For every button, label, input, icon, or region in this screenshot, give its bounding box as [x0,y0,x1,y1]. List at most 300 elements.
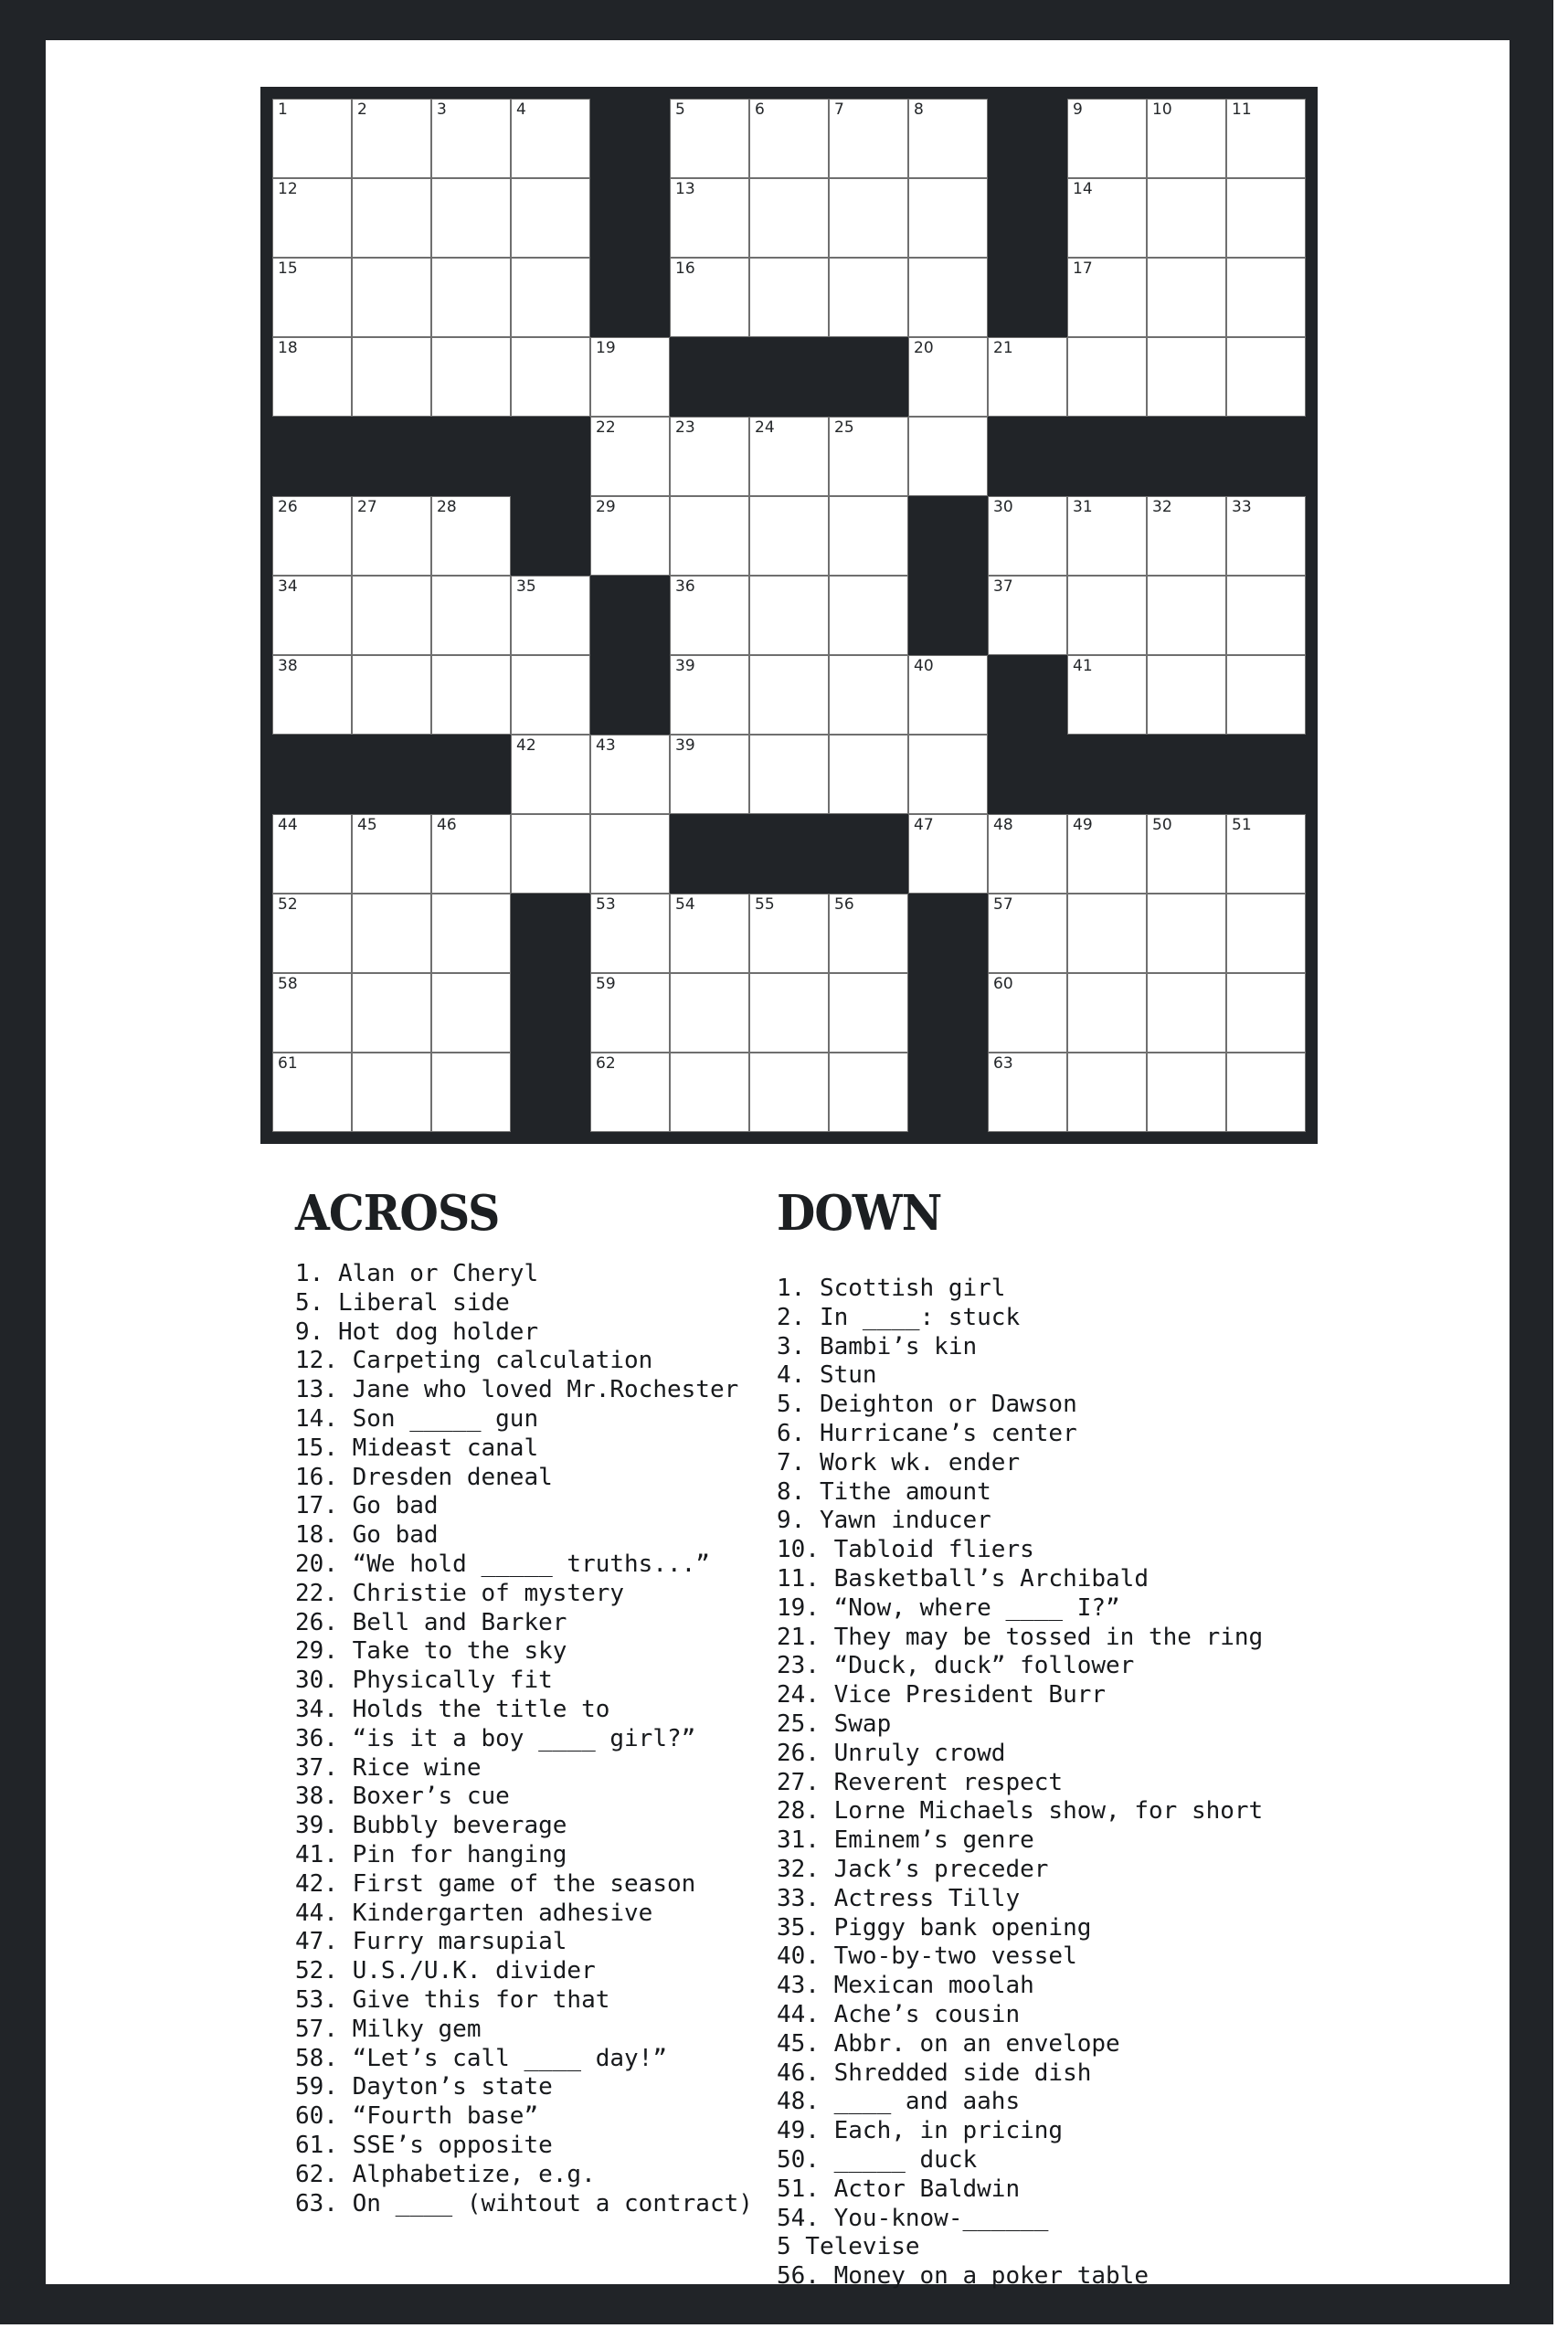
cell-number: 29 [596,498,616,516]
cell-number: 42 [516,736,536,755]
black-cell [1226,417,1306,496]
grid-cell[interactable] [908,99,988,178]
grid-cell[interactable] [670,417,749,496]
grid-cell[interactable] [749,496,829,576]
clue-item: 10. Tabloid fliers [777,1536,1034,1564]
clue-item: 22. Christie of mystery [295,1579,625,1607]
cell-number: 52 [278,895,298,914]
clue-item: 31. Eminem’s genre [777,1826,1034,1855]
clue-item: 43. Mexican moolah [777,1972,1034,2000]
cell-number: 28 [437,498,457,516]
grid-cell[interactable] [749,576,829,655]
cell-number: 9 [1073,101,1083,119]
grid-cell[interactable] [352,99,431,178]
grid-cell[interactable] [431,178,511,258]
clue-item: 26. Bell and Barker [295,1608,567,1636]
grid-cell[interactable] [908,178,988,258]
clue-item: 2. In ____: stuck [777,1303,1021,1331]
clue-item: 56. Money on a poker table [777,2262,1149,2291]
grid-cell[interactable] [829,1053,908,1132]
cell-number: 14 [1073,180,1093,198]
grid-cell[interactable] [272,337,352,417]
grid-cell[interactable] [431,894,511,973]
clue-item: 26. Unruly crowd [777,1739,1006,1767]
grid-cell[interactable] [829,417,908,496]
cell-number: 59 [596,975,616,993]
grid-cell[interactable] [1067,655,1147,735]
clue-item: 16. Dresden deneal [295,1463,553,1491]
grid-cell[interactable] [352,178,431,258]
clue-item: 3. Bambi’s kin [777,1332,978,1360]
black-cell [908,973,988,1053]
grid-cell[interactable] [749,417,829,496]
clue-item: 11. Basketball’s Archibald [777,1564,1149,1593]
black-cell [1226,735,1306,814]
grid-cell[interactable] [670,1053,749,1132]
grid-cell[interactable] [1067,496,1147,576]
cell-number: 11 [1232,101,1252,119]
black-cell [988,417,1067,496]
clue-item: 5. Deighton or Dawson [777,1391,1077,1419]
cell-number: 51 [1232,816,1252,834]
grid-cell[interactable] [511,814,590,894]
cell-number: 49 [1073,816,1093,834]
cell-number: 18 [278,339,298,357]
clue-item: 58. “Let’s call ____ day!” [295,2044,667,2072]
grid-cell[interactable] [670,496,749,576]
grid-cell[interactable] [1147,99,1226,178]
cell-number: 3 [437,101,447,119]
grid-cell[interactable] [749,894,829,973]
cell-number: 16 [675,259,695,278]
cell-number: 17 [1073,259,1093,278]
clue-item: 52. U.S./U.K. divider [295,1957,596,1985]
black-cell [511,496,590,576]
grid-cell[interactable] [1147,814,1226,894]
clue-item: 14. Son _____ gun [295,1404,539,1433]
black-cell [1147,735,1226,814]
clue-item: 46. Shredded side dish [777,2059,1092,2087]
clue-item: 24. Vice President Burr [777,1681,1107,1709]
grid-cell[interactable] [431,99,511,178]
grid-cell[interactable] [1147,1053,1226,1132]
clue-item: 48. ____ and aahs [777,2088,1021,2116]
clue-item: 12. Carpeting calculation [295,1347,653,1375]
grid-cell[interactable] [272,1053,352,1132]
grid-cell[interactable] [908,814,988,894]
grid-cell[interactable] [670,99,749,178]
grid-cell[interactable] [272,814,352,894]
cell-number: 56 [834,895,854,914]
cell-number: 12 [278,180,298,198]
cell-number: 25 [834,418,854,437]
grid-cell[interactable] [1226,337,1306,417]
grid-cell[interactable] [511,178,590,258]
clue-item: 25. Swap [777,1709,892,1738]
grid-cell[interactable] [431,496,511,576]
clue-item: 34. Holds the title to [295,1695,610,1723]
across-heading: ACROSS [295,1185,500,1242]
clue-item: 6. Hurricane’s center [777,1419,1077,1447]
grid-cell[interactable] [1226,258,1306,337]
grid-cell[interactable] [352,258,431,337]
clue-item: 63. On ____ (wihtout a contract) [295,2189,753,2217]
clue-item: 53. Give this for that [295,1985,610,2014]
grid-cell[interactable] [988,1053,1067,1132]
black-cell [431,735,511,814]
clue-item: 49. Each, in pricing [777,2117,1064,2145]
cell-number: 41 [1073,657,1093,675]
black-cell [431,417,511,496]
grid-cell[interactable] [1226,655,1306,735]
clue-item: 7. Work wk. ender [777,1448,1021,1476]
clue-item: 36. “is it a boy ____ girl?” [295,1724,696,1752]
grid-cell[interactable] [1226,1053,1306,1132]
grid-cell[interactable] [272,973,352,1053]
black-cell [511,417,590,496]
cell-number: 40 [914,657,934,675]
black-cell [988,735,1067,814]
grid-cell[interactable] [511,735,590,814]
cell-number: 10 [1152,101,1172,119]
clue-item: 13. Jane who loved Mr.Rochester [295,1376,739,1404]
clue-item: 29. Take to the sky [295,1637,567,1666]
cell-number: 1 [278,101,288,119]
grid-cell[interactable] [908,337,988,417]
across-clue-list [295,1260,753,2218]
cell-number: 24 [755,418,775,437]
grid-cell[interactable] [590,417,670,496]
black-cell [590,178,670,258]
grid-cell[interactable] [431,576,511,655]
grid-cell[interactable] [829,178,908,258]
grid-cell[interactable] [1067,178,1147,258]
grid-cell[interactable] [1226,973,1306,1053]
black-cell [511,1053,590,1132]
grid-cell[interactable] [829,655,908,735]
cell-number: 60 [993,975,1013,993]
grid-cell[interactable] [1147,496,1226,576]
grid-cell[interactable] [670,735,749,814]
grid-cell[interactable] [590,496,670,576]
grid-cell[interactable] [1067,814,1147,894]
clue-item: 40. Two-by-two vessel [777,1942,1077,1971]
cell-number: 38 [278,657,298,675]
grid-cell[interactable] [1147,973,1226,1053]
clue-item: 27. Reverent respect [777,1768,1064,1796]
grid-cell[interactable] [829,496,908,576]
black-cell [590,258,670,337]
grid-cell[interactable] [1067,973,1147,1053]
grid-cell[interactable] [988,814,1067,894]
grid-cell[interactable] [1147,655,1226,735]
grid-cell[interactable] [352,1053,431,1132]
clue-item: 35. Piggy bank opening [777,1913,1092,1942]
cell-number: 54 [675,895,695,914]
grid-cell[interactable] [908,258,988,337]
clue-item: 37. Rice wine [295,1753,482,1782]
grid-cell[interactable] [1067,337,1147,417]
clue-item: 61. SSE’s opposite [295,2131,553,2159]
black-cell [829,814,908,894]
grid-cell[interactable] [352,496,431,576]
grid-cell[interactable] [1067,576,1147,655]
cell-number: 15 [278,259,298,278]
grid-cell[interactable] [670,894,749,973]
clue-item: 32. Jack’s preceder [777,1855,1049,1883]
grid-cell[interactable] [590,814,670,894]
grid-cell[interactable] [511,99,590,178]
grid-cell[interactable] [670,655,749,735]
grid-cell[interactable] [1067,258,1147,337]
cell-number: 46 [437,816,457,834]
grid-cell[interactable] [670,973,749,1053]
grid-cell[interactable] [431,337,511,417]
cell-number: 47 [914,816,934,834]
clue-item: 30. Physically fit [295,1667,553,1695]
cell-number: 45 [357,816,377,834]
grid-cell[interactable] [1226,178,1306,258]
grid-cell[interactable] [1067,99,1147,178]
black-cell [590,576,670,655]
grid-cell[interactable] [272,258,352,337]
grid-cell[interactable] [511,655,590,735]
grid-cell[interactable] [829,99,908,178]
grid-cell[interactable] [749,258,829,337]
clue-item: 51. Actor Baldwin [777,2175,1021,2203]
down-heading: DOWN [777,1185,942,1242]
clue-item: 15. Mideast canal [295,1434,539,1462]
black-cell [1067,417,1147,496]
cell-number: 53 [596,895,616,914]
black-cell [670,337,749,417]
grid-cell[interactable] [431,1053,511,1132]
black-cell [511,894,590,973]
clue-item: 39. Bubbly beverage [295,1812,567,1840]
grid-cell[interactable] [1147,258,1226,337]
clue-item: 54. You-know-______ [777,2204,1049,2232]
grid-cell[interactable] [1067,894,1147,973]
grid-cell[interactable] [272,894,352,973]
grid-cell[interactable] [590,337,670,417]
clue-item: 42. First game of the season [295,1869,696,1898]
black-cell [272,735,352,814]
black-cell [1147,417,1226,496]
cell-number: 30 [993,498,1013,516]
cell-number: 39 [675,736,695,755]
grid-cell[interactable] [590,894,670,973]
grid-cell[interactable] [1226,814,1306,894]
cell-number: 20 [914,339,934,357]
cell-number: 57 [993,895,1013,914]
clue-item: 44. Ache’s cousin [777,2000,1021,2028]
clue-item: 38. Boxer’s cue [295,1783,510,1811]
grid-cell[interactable] [1226,99,1306,178]
grid-cell[interactable] [670,576,749,655]
clue-item: 1. Scottish girl [777,1275,1006,1302]
grid-cell[interactable] [272,178,352,258]
grid-cell[interactable] [1226,894,1306,973]
grid-cell[interactable] [908,735,988,814]
cell-number: 7 [834,101,844,119]
cell-number: 33 [1232,498,1252,516]
cell-number: 62 [596,1054,616,1073]
clue-item: 19. “Now, where ____ I?” [777,1593,1120,1622]
clue-item: 62. Alphabetize, e.g. [295,2160,596,2188]
cell-number: 22 [596,418,616,437]
grid-cell[interactable] [1226,576,1306,655]
grid-cell[interactable] [590,735,670,814]
clue-item: 5 Televise [777,2233,920,2261]
clue-item: 44. Kindergarten adhesive [295,1899,653,1927]
cell-number: 2 [357,101,367,119]
down-clue-list [777,1275,1263,2291]
black-cell [1067,735,1147,814]
grid-cell[interactable] [352,655,431,735]
cell-number: 43 [596,736,616,755]
grid-cell[interactable] [352,576,431,655]
black-cell [590,655,670,735]
grid-cell[interactable] [431,655,511,735]
grid-cell[interactable] [988,973,1067,1053]
grid-cell[interactable] [272,496,352,576]
cell-number: 6 [755,101,765,119]
clue-item: 47. Furry marsupial [295,1928,567,1956]
grid-cell[interactable] [908,417,988,496]
clue-item: 4. Stun [777,1361,877,1390]
grid-cell[interactable] [590,1053,670,1132]
grid-cell[interactable] [1147,178,1226,258]
grid-cell[interactable] [511,576,590,655]
grid-cell[interactable] [749,1053,829,1132]
black-cell [670,814,749,894]
crossword-grid [260,87,1318,1144]
cell-number: 50 [1152,816,1172,834]
clue-item: 28. Lorne Michaels show, for short [777,1797,1264,1826]
grid-cell[interactable] [749,178,829,258]
clue-item: 18. Go bad [295,1521,439,1550]
grid-cell[interactable] [511,337,590,417]
grid-cell[interactable] [272,99,352,178]
cell-number: 58 [278,975,298,993]
grid-cell[interactable] [352,894,431,973]
clue-item: 57. Milky gem [295,2015,482,2043]
grid-cell[interactable] [749,99,829,178]
grid-cell[interactable] [352,973,431,1053]
grid-cell[interactable] [829,576,908,655]
grid-cell[interactable] [670,258,749,337]
grid-cell[interactable] [829,894,908,973]
grid-cell[interactable] [1147,576,1226,655]
black-cell [908,894,988,973]
black-cell [988,655,1067,735]
cell-number: 27 [357,498,377,516]
grid-cell[interactable] [829,735,908,814]
grid-cell[interactable] [829,258,908,337]
grid-cell[interactable] [988,337,1067,417]
black-cell [988,99,1067,178]
grid-cell[interactable] [749,735,829,814]
grid-cell[interactable] [352,337,431,417]
cell-number: 61 [278,1054,298,1073]
grid-cell[interactable] [590,973,670,1053]
clue-item: 21. They may be tossed in the ring [777,1623,1264,1651]
black-cell [988,258,1067,337]
black-cell [988,178,1067,258]
clue-item: 20. “We hold _____ truths...” [295,1550,710,1578]
cell-number: 35 [516,577,536,596]
black-cell [272,417,352,496]
grid-cell[interactable] [272,576,352,655]
black-cell [908,1053,988,1132]
grid-cell[interactable] [988,496,1067,576]
black-cell [590,99,670,178]
clue-item: 59. Dayton’s state [295,2073,553,2101]
black-cell [352,735,431,814]
cell-number: 37 [993,577,1013,596]
grid-cell[interactable] [431,973,511,1053]
grid-cell[interactable] [511,258,590,337]
black-cell [749,337,829,417]
clue-item: 60. “Fourth base” [295,2102,539,2131]
cell-number: 34 [278,577,298,596]
grid-cell[interactable] [988,894,1067,973]
grid-cell[interactable] [749,655,829,735]
cell-number: 63 [993,1054,1013,1073]
grid-cell[interactable] [272,655,352,735]
grid-cell[interactable] [829,973,908,1053]
cell-number: 19 [596,339,616,357]
grid-cell[interactable] [1067,1053,1147,1132]
cell-number: 44 [278,816,298,834]
grid-cell[interactable] [1147,337,1226,417]
cell-number: 32 [1152,498,1172,516]
cell-number: 31 [1073,498,1093,516]
cell-number: 26 [278,498,298,516]
cell-number: 21 [993,339,1013,357]
black-cell [749,814,829,894]
cell-number: 48 [993,816,1013,834]
cell-number: 55 [755,895,775,914]
clue-item: 41. Pin for hanging [295,1840,567,1868]
cell-number: 23 [675,418,695,437]
grid-cell[interactable] [431,814,511,894]
grid-cell[interactable] [1226,496,1306,576]
grid-cell[interactable] [431,258,511,337]
grid-cell[interactable] [352,814,431,894]
black-cell [829,337,908,417]
grid-cell[interactable] [670,178,749,258]
grid-cell[interactable] [1147,894,1226,973]
black-cell [511,973,590,1053]
clue-item: 5. Liberal side [295,1288,510,1317]
clue-item: 17. Go bad [295,1492,439,1520]
black-cell [908,496,988,576]
cell-number: 5 [675,101,685,119]
clue-item: 45. Abbr. on an envelope [777,2029,1120,2058]
clue-item: 33. Actress Tilly [777,1884,1021,1912]
grid-cell[interactable] [749,973,829,1053]
grid-cells [272,99,1306,1132]
clue-item: 50. _____ duck [777,2145,978,2174]
clue-item: 23. “Duck, duck” follower [777,1652,1135,1680]
grid-cell[interactable] [988,576,1067,655]
cell-number: 36 [675,577,695,596]
cell-number: 8 [914,101,924,119]
clue-item: 1. Alan or Cheryl [295,1260,539,1287]
black-cell [352,417,431,496]
grid-cell[interactable] [908,655,988,735]
